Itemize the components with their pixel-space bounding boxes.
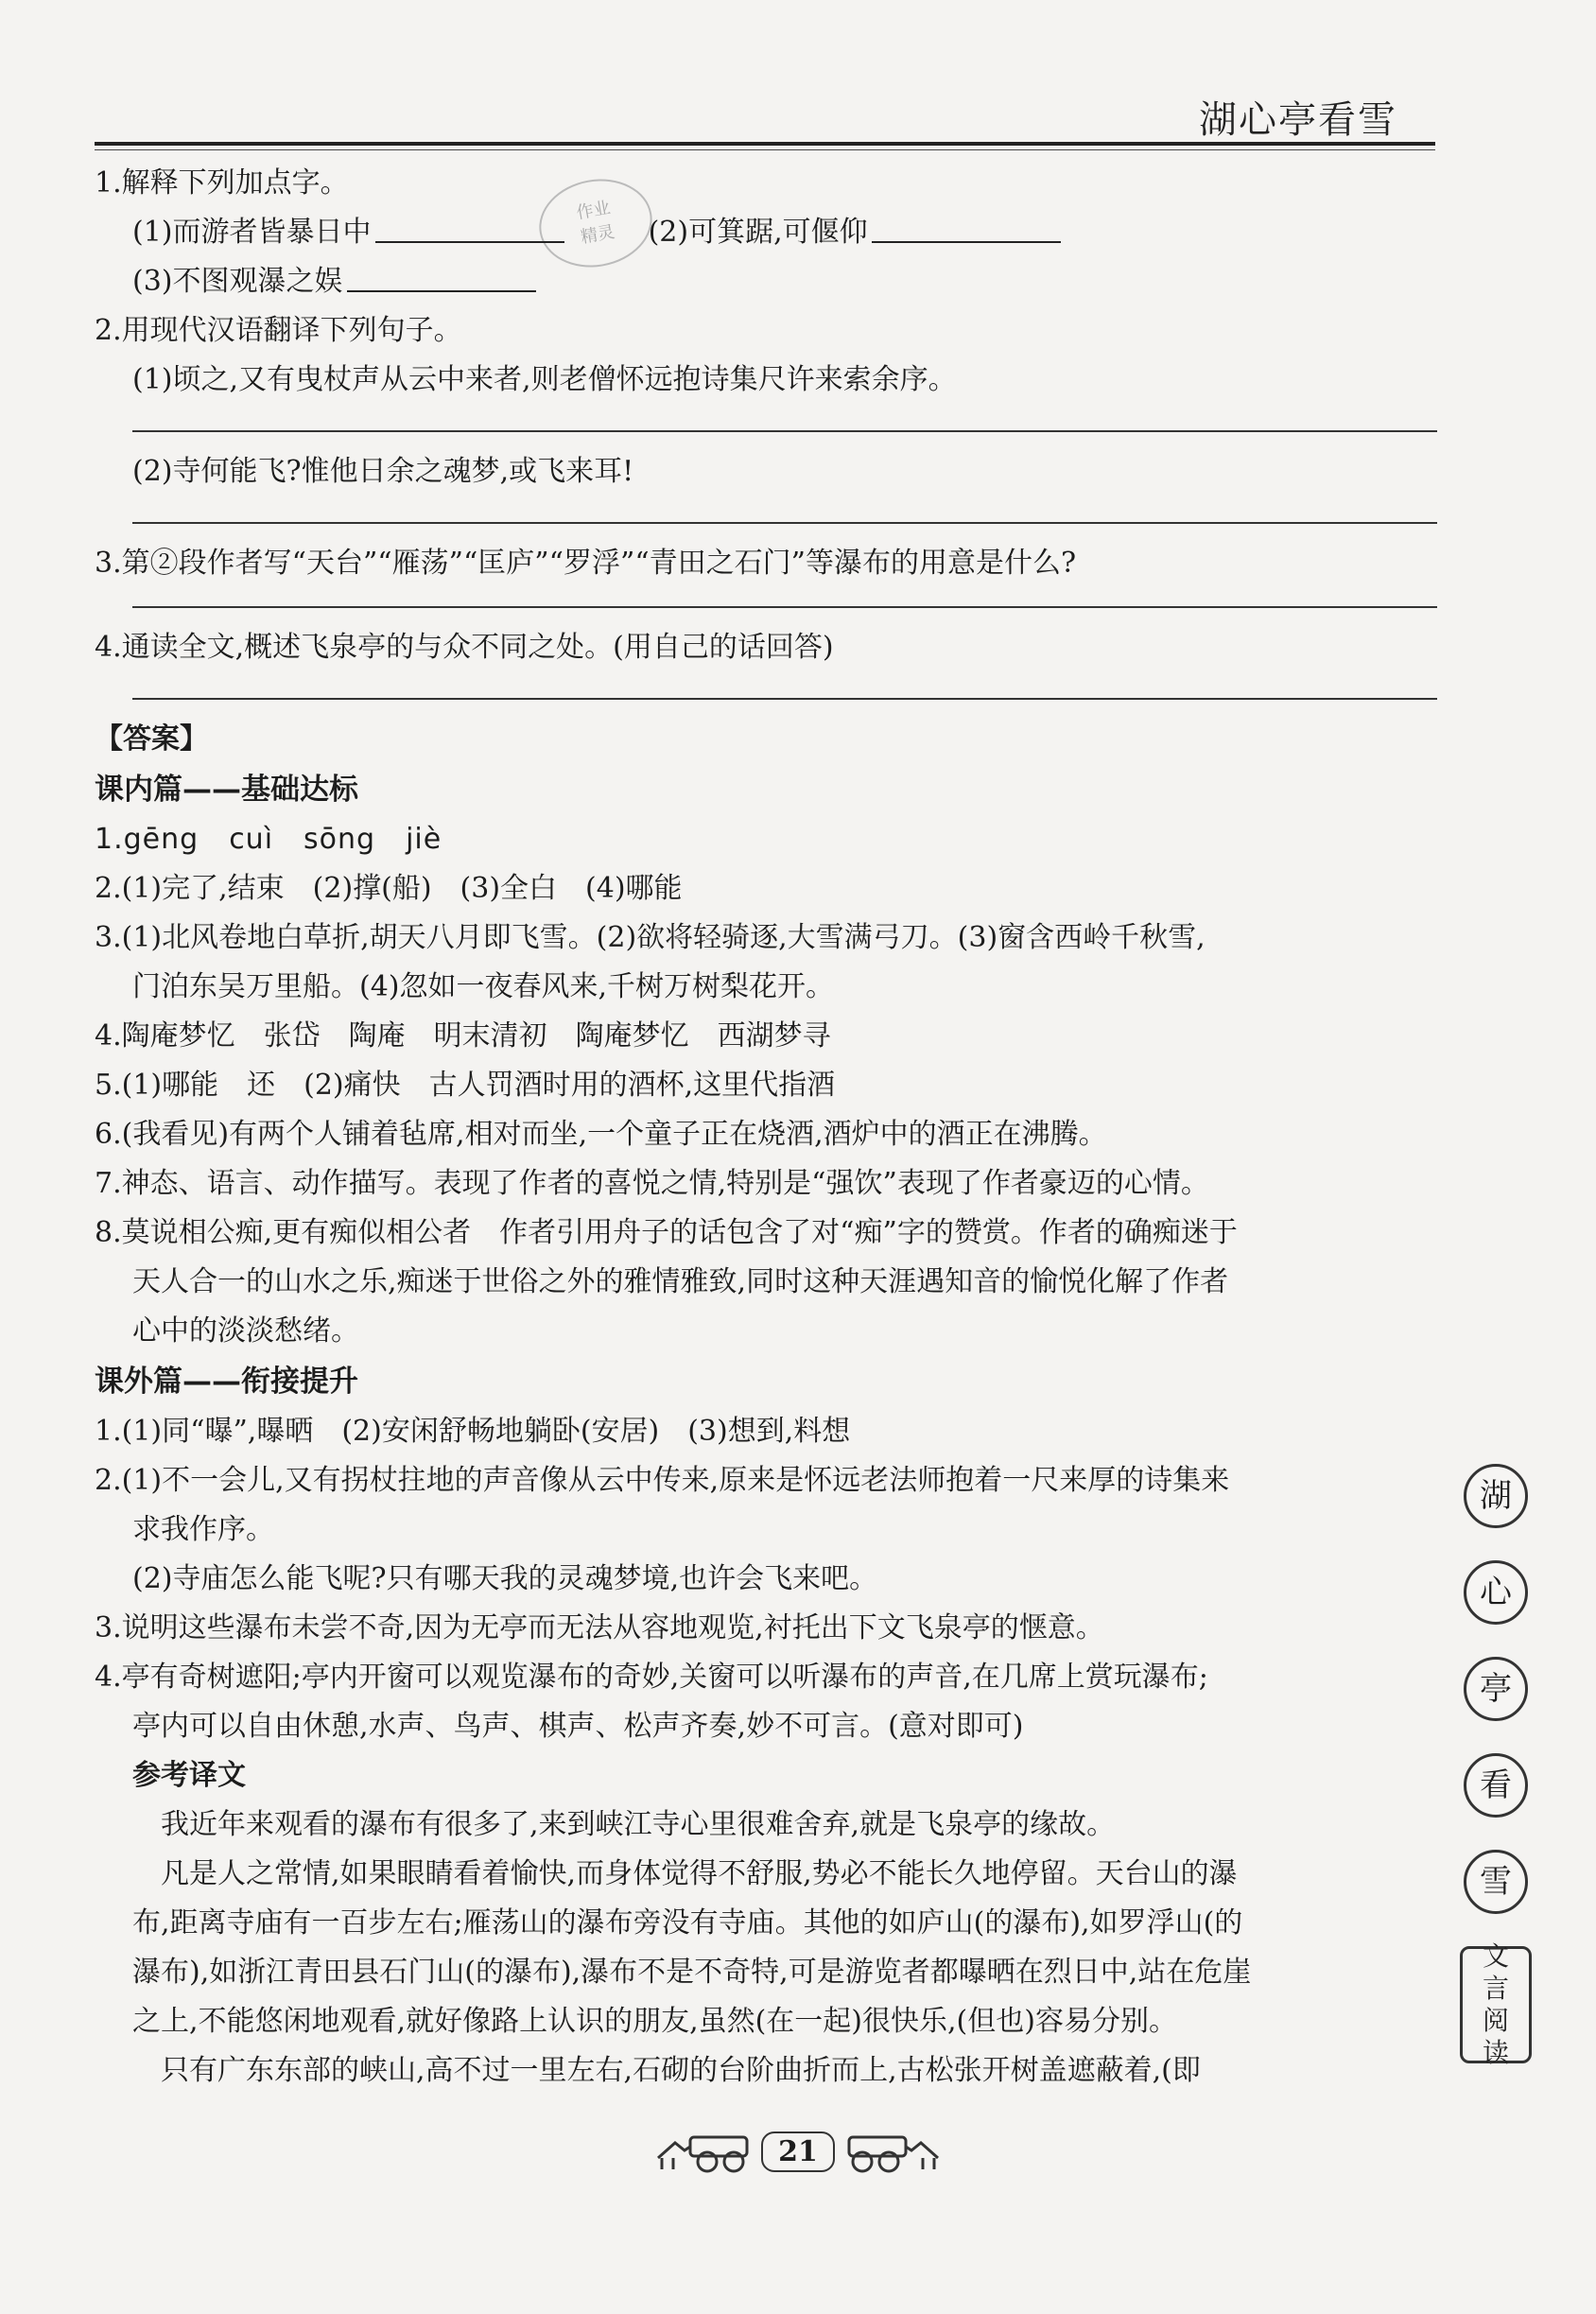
- answer-8-line-2: 天人合一的山水之乐,痴迷于世俗之外的雅情雅致,同时这种天涯遇知音的愉悦化解了作者: [132, 1265, 1229, 1298]
- side-title-column: [1458, 1464, 1534, 2068]
- question-1-item-3: (3)不图观瀑之娱: [95, 257, 1437, 306]
- question-4: 4.通读全文,概述飞泉亭的与众不同之处。(用自己的话回答): [95, 631, 834, 664]
- answers-heading: 【答案】: [95, 722, 208, 756]
- answer-b1: 1.(1)同“曝”,曝晒 (2)安闲舒畅地躺卧(安居) (3)想到,料想: [95, 1415, 851, 1448]
- answer-line[interactable]: [132, 429, 1437, 432]
- answer-b2-line-3: (2)寺庙怎么能飞呢?只有哪天我的灵魂梦境,也许会飞来吧。: [132, 1562, 878, 1595]
- watermark-stamp: 作业 精灵: [532, 170, 659, 275]
- answer-b4-line-2: 亭内可以自由休憩,水声、鸟声、棋声、松声齐奏,妙不可言。(意对即可): [132, 1710, 1024, 1743]
- side-char: 亭: [1464, 1657, 1528, 1721]
- answer-7: 7.神态、语言、动作描写。表现了作者的喜悦之情,特别是“强饮”表现了作者豪迈的心情。: [95, 1167, 1209, 1200]
- answer-4: 4.陶庵梦忆 张岱 陶庵 明末清初 陶庵梦忆 西湖梦寻: [95, 1019, 831, 1053]
- answer-line[interactable]: [132, 697, 1437, 700]
- cart-left-icon: [652, 2130, 756, 2173]
- answer-8-line-3: 心中的淡淡愁绪。: [132, 1314, 359, 1348]
- page-footer: [0, 2130, 1596, 2173]
- answer-blank[interactable]: [872, 215, 1061, 243]
- question-3: 3.第②段作者写“天台”“雁荡”“匡庐”“罗浮”“青田之石门”等瀑布的用意是什么?: [95, 547, 1077, 580]
- answer-3-line-2: 门泊东吴万里船。(4)忽如一夜春风来,千树万树梨花开。: [132, 970, 835, 1003]
- side-char: 心: [1464, 1560, 1528, 1625]
- section-heading-1: 课内篇——基础达标: [95, 773, 358, 807]
- translation-p1: 我近年来观看的瀑布有很多了,来到峡江寺心里很难舍弃,就是飞泉亭的缘故。: [161, 1808, 1116, 1841]
- section-heading-2: 课外篇——衔接提升: [95, 1365, 358, 1399]
- question-1: 1.解释下列加点字。: [95, 166, 349, 200]
- answer-blank[interactable]: [347, 264, 536, 292]
- answer-blank[interactable]: [375, 215, 564, 243]
- side-char: 湖: [1464, 1464, 1528, 1528]
- side-char: 雪: [1464, 1850, 1528, 1914]
- answer-6: 6.(我看见)有两个人铺着毡席,相对而坐,一个童子正在烧酒,酒炉中的酒正在沸腾。: [95, 1118, 1107, 1151]
- translation-p2-line-2: 布,距离寺庙有一百步左右;雁荡山的瀑布旁没有寺庙。其他的如庐山(的瀑布),如罗浮山(的: [132, 1906, 1243, 1940]
- translation-p3: 只有广东东部的峡山,高不过一里左右,石砌的台阶曲折而上,古松张开树盖遮蔽着,(即: [161, 2054, 1201, 2087]
- question-2: 2.用现代汉语翻译下列句子。: [95, 314, 462, 347]
- answer-8-line-1: 8.莫说相公痴,更有痴似相公者 作者引用舟子的话包含了对“痴”字的赞赏。作者的确痴迷于: [95, 1216, 1238, 1249]
- answer-b2-line-1: 2.(1)不一会儿,又有拐杖拄地的声音像从云中传来,原来是怀远老法师抱着一尺来厚的诗集来: [95, 1464, 1230, 1497]
- answer-pinyin: 1.gēng cuì sōng jiè: [95, 823, 442, 856]
- side-char: 看: [1464, 1753, 1528, 1818]
- translation-p2-line-3: 瀑布),如浙江青田县石门山(的瀑布),瀑布不是不奇特,可是游览者都曝晒在烈日中,站在危崖: [132, 1956, 1252, 1989]
- answer-3-line-1: 3.(1)北风卷地白草折,胡天八月即飞雪。(2)欲将轻骑逐,大雪满弓刀。(3)窗含西岭千秋雪,: [95, 921, 1206, 954]
- answer-line[interactable]: [132, 521, 1437, 524]
- answer-b3: 3.说明这些瀑布未尝不奇,因为无亭而无法从容地观览,衬托出下文飞泉亭的惬意。: [95, 1611, 1104, 1644]
- side-seal: 文 言 阅 读: [1460, 1946, 1532, 2063]
- answer-b4-line-1: 4.亭有奇树遮阳;亭内开窗可以观览瀑布的奇妙,关窗可以听瀑布的声音,在几席上赏玩瀑布;: [95, 1661, 1208, 1694]
- header-title: 湖心亭看雪: [1199, 98, 1397, 142]
- cart-right-icon: [840, 2130, 944, 2173]
- answer-2: 2.(1)完了,结束 (2)撑(船) (3)全白 (4)哪能: [95, 872, 683, 905]
- header-rule: [95, 142, 1435, 146]
- header-rule-thin: [95, 149, 1435, 150]
- answer-5: 5.(1)哪能 还 (2)痛快 古人罚酒时用的酒杯,这里代指酒: [95, 1069, 836, 1102]
- question-2-sentence-2: (2)寺何能飞?惟他日余之魂梦,或飞来耳!: [132, 455, 634, 488]
- question-1-items: (1)而游者皆暴日中 (2)可箕踞,可偃仰: [95, 208, 1437, 257]
- translation-title: 参考译文: [132, 1759, 246, 1792]
- question-2-sentence-1: (1)顷之,又有曳杖声从云中来者,则老僧怀远抱诗集尺许来索余序。: [132, 363, 957, 396]
- answer-line[interactable]: [132, 605, 1437, 608]
- translation-p2-line-1: 凡是人之常情,如果眼睛看着愉快,而身体觉得不舒服,势必不能长久地停留。天台山的瀑: [161, 1857, 1238, 1890]
- translation-p2-line-4: 之上,不能悠闲地观看,就好像路上认识的朋友,虽然(在一起)很快乐,(但也)容易分别。: [132, 2005, 1177, 2038]
- page-number: 21: [761, 2131, 835, 2172]
- answer-b2-line-2: 求我作序。: [132, 1513, 274, 1546]
- page-content: [95, 159, 1437, 2096]
